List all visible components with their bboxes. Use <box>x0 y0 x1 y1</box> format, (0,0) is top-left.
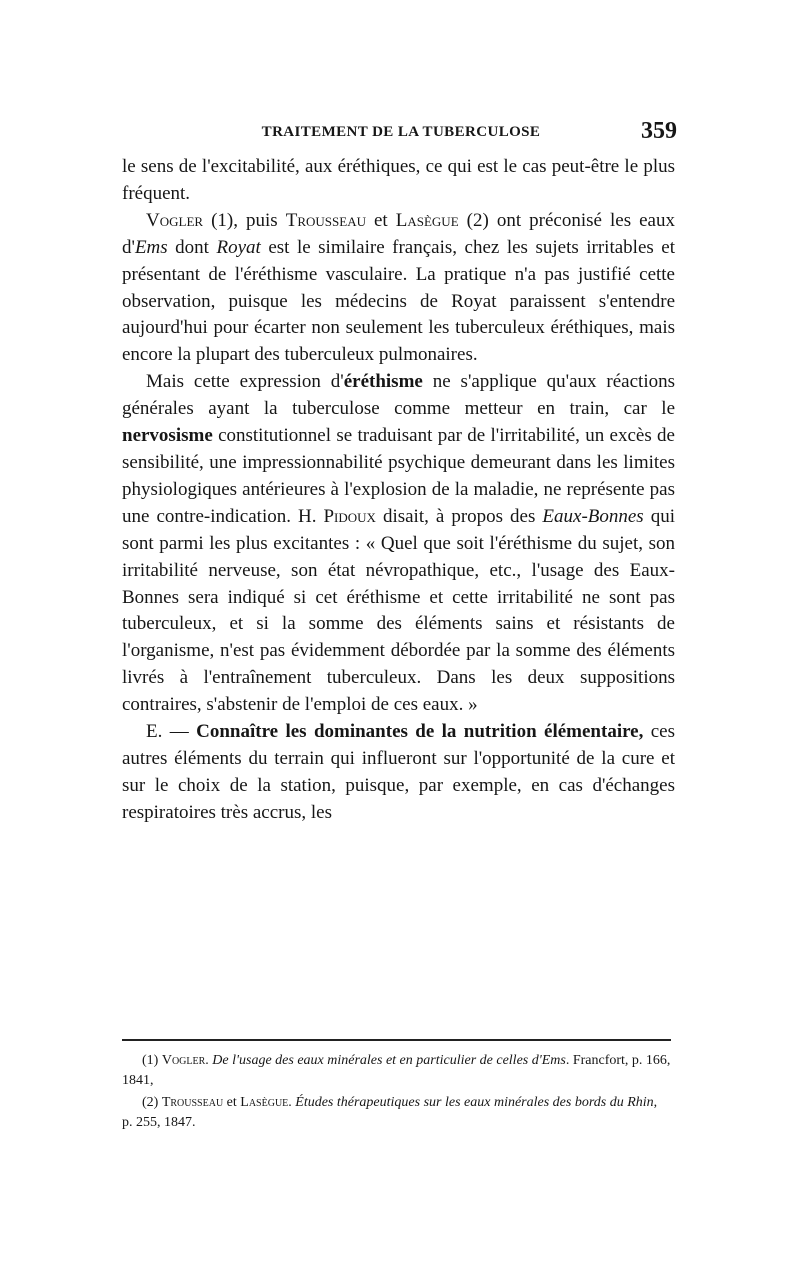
running-head <box>125 118 677 150</box>
paragraph-3: Mais cette expression d'éréthisme ne s'applique qu'aux réactions générales ayant la tuberculose comme metteur en train, car le nervosisme constitutionnel se traduisant par de l'irritabilité, un excès de sensibilité, une impressionnabilité psychique demeurant dans les limites physiologiques antérieures à l'explosion de la maladie, ne représente pas une contre-indication. H. Pidoux disait, à propos des Eaux-Bonnes qui sont parmi les plus excitantes : « Quel que soit l'éréthisme du sujet, son irritabilité nerveuse, son état névropathique, etc., l'usage des Eaux-Bonnes sera indiqué si cet éréthisme et cette irritabilité ne sont pas tuberculeux, et si la somme des éléments sains et résistants de l'organisme, n'est pas évidemment débordée par la somme des éléments livrés à l'entraînement tuberculeux. Dans les deux suppositions contraires, s'abstenir de l'emploi de ces eaux. » <box>122 371 676 716</box>
footnotes <box>122 1051 671 1133</box>
footnote-rule <box>122 1039 671 1041</box>
author-name: Vogler <box>146 209 204 231</box>
footnote-2: (2) Trousseau et Lasègue. Études thérapeutiques sur les eaux minérales des bords du Rhin, p. 255, 1847. <box>122 1095 658 1130</box>
running-head-title: TRAITEMENT DE LA TUBERCULOSE <box>261 124 541 140</box>
place-name: Eaux-Bonnes <box>542 505 644 527</box>
page-number: 359 <box>641 118 677 144</box>
emphasis-term: nervosisme <box>122 425 213 447</box>
paragraph-2: Vogler (1), puis Trousseau et Lasègue (2) ont préconisé les eaux d'Ems dont Royat est le similaire français, chez les sujets irritables et présentant de l'éréthisme vasculaire. La pratique n'a pas justifié cette observation, puisque les médecins de Royat paraissent s'entendre aujourd'hui pour écarter non seulement les tuberculeux éréthiques, mais encore la plupart des tuberculeux pulmonaires. <box>122 209 676 366</box>
section-heading: Connaître les dominantes de la nutrition élémentaire, <box>196 721 644 743</box>
paragraph-1: le sens de l'excitabilité, aux éréthiques, ce qui est le cas peut-être le plus fréquent. <box>122 156 675 204</box>
emphasis-term: éréthisme <box>343 371 423 393</box>
body-text <box>122 154 675 827</box>
author-name: Pidoux <box>323 505 376 527</box>
author-name: Trousseau <box>285 209 366 231</box>
paragraph-4: E. — Connaître les dominantes de la nutrition élémentaire, ces autres éléments du terrain qui influeront sur l'opportunité de la cure et sur le choix de la station, puisque, par exemple, en cas d'échanges respiratoires très accrus, les <box>122 721 676 823</box>
author-name: Lasègue <box>395 209 459 231</box>
place-name: Royat <box>216 236 261 258</box>
place-name: Ems <box>134 236 168 258</box>
footnote-1: (1) Vogler. De l'usage des eaux minérales et en particulier de celles d'Ems. Francfort, p. 166, 1841, <box>122 1053 671 1088</box>
